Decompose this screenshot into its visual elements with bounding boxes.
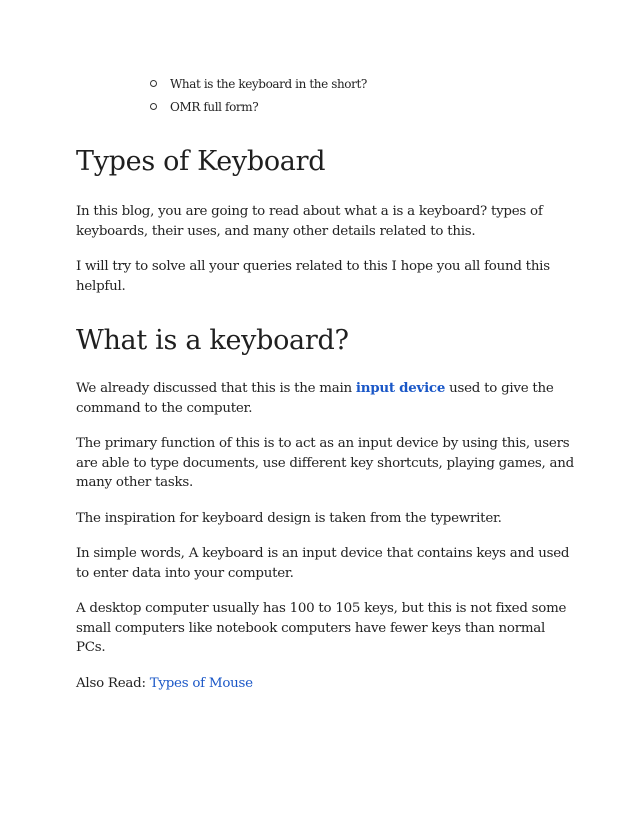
paragraph-desktop-keys: A desktop computer usually has 100 to 105 keys, but this is not fixed some small computers like notebook computers have fewer keys than normal PCs. <box>76 601 567 655</box>
article-body <box>76 142 576 693</box>
section-heading-types-of-keyboard: Types of Keyboard <box>76 146 326 177</box>
input-device-link[interactable]: input device <box>355 380 446 396</box>
table-of-contents-sublist <box>150 72 367 118</box>
paragraph-primary-function: The primary function of this is to act as an input device by using this, users are able to type documents, use different key shortcuts, playing games, and many other tasks. <box>76 436 574 490</box>
types-of-mouse-link[interactable]: Types of Mouse <box>149 675 253 691</box>
list-item[interactable] <box>150 95 367 118</box>
paragraph-simple-words: In simple words, A keyboard is an input device that contains keys and used to enter data into your computer. <box>76 546 570 581</box>
list-item[interactable] <box>150 72 367 95</box>
paragraph-intro: In this blog, you are going to read about what a is a keyboard? types of keyboards, their uses, and many other details related to this. <box>76 204 543 239</box>
also-read-line <box>76 674 576 694</box>
paragraph-inspiration: The inspiration for keyboard design is taken from the typewriter. <box>76 510 502 526</box>
toc-item-label[interactable]: OMR full form? <box>170 99 259 114</box>
paragraph-input-device <box>76 379 576 418</box>
hollow-circle-bullet-icon <box>150 103 157 110</box>
paragraph-text: We already discussed that this is the main <box>76 381 356 396</box>
paragraph-helpful: I will try to solve all your queries related to this I hope you all found this helpful. <box>76 259 550 294</box>
also-read-label: Also Read: <box>76 675 150 691</box>
paragraph-text: used to give the command to the computer. <box>76 381 554 416</box>
section-heading-what-is-a-keyboard: What is a keyboard? <box>76 325 349 356</box>
toc-item-label[interactable]: What is the keyboard in the short? <box>170 76 367 91</box>
hollow-circle-bullet-icon <box>150 80 157 87</box>
